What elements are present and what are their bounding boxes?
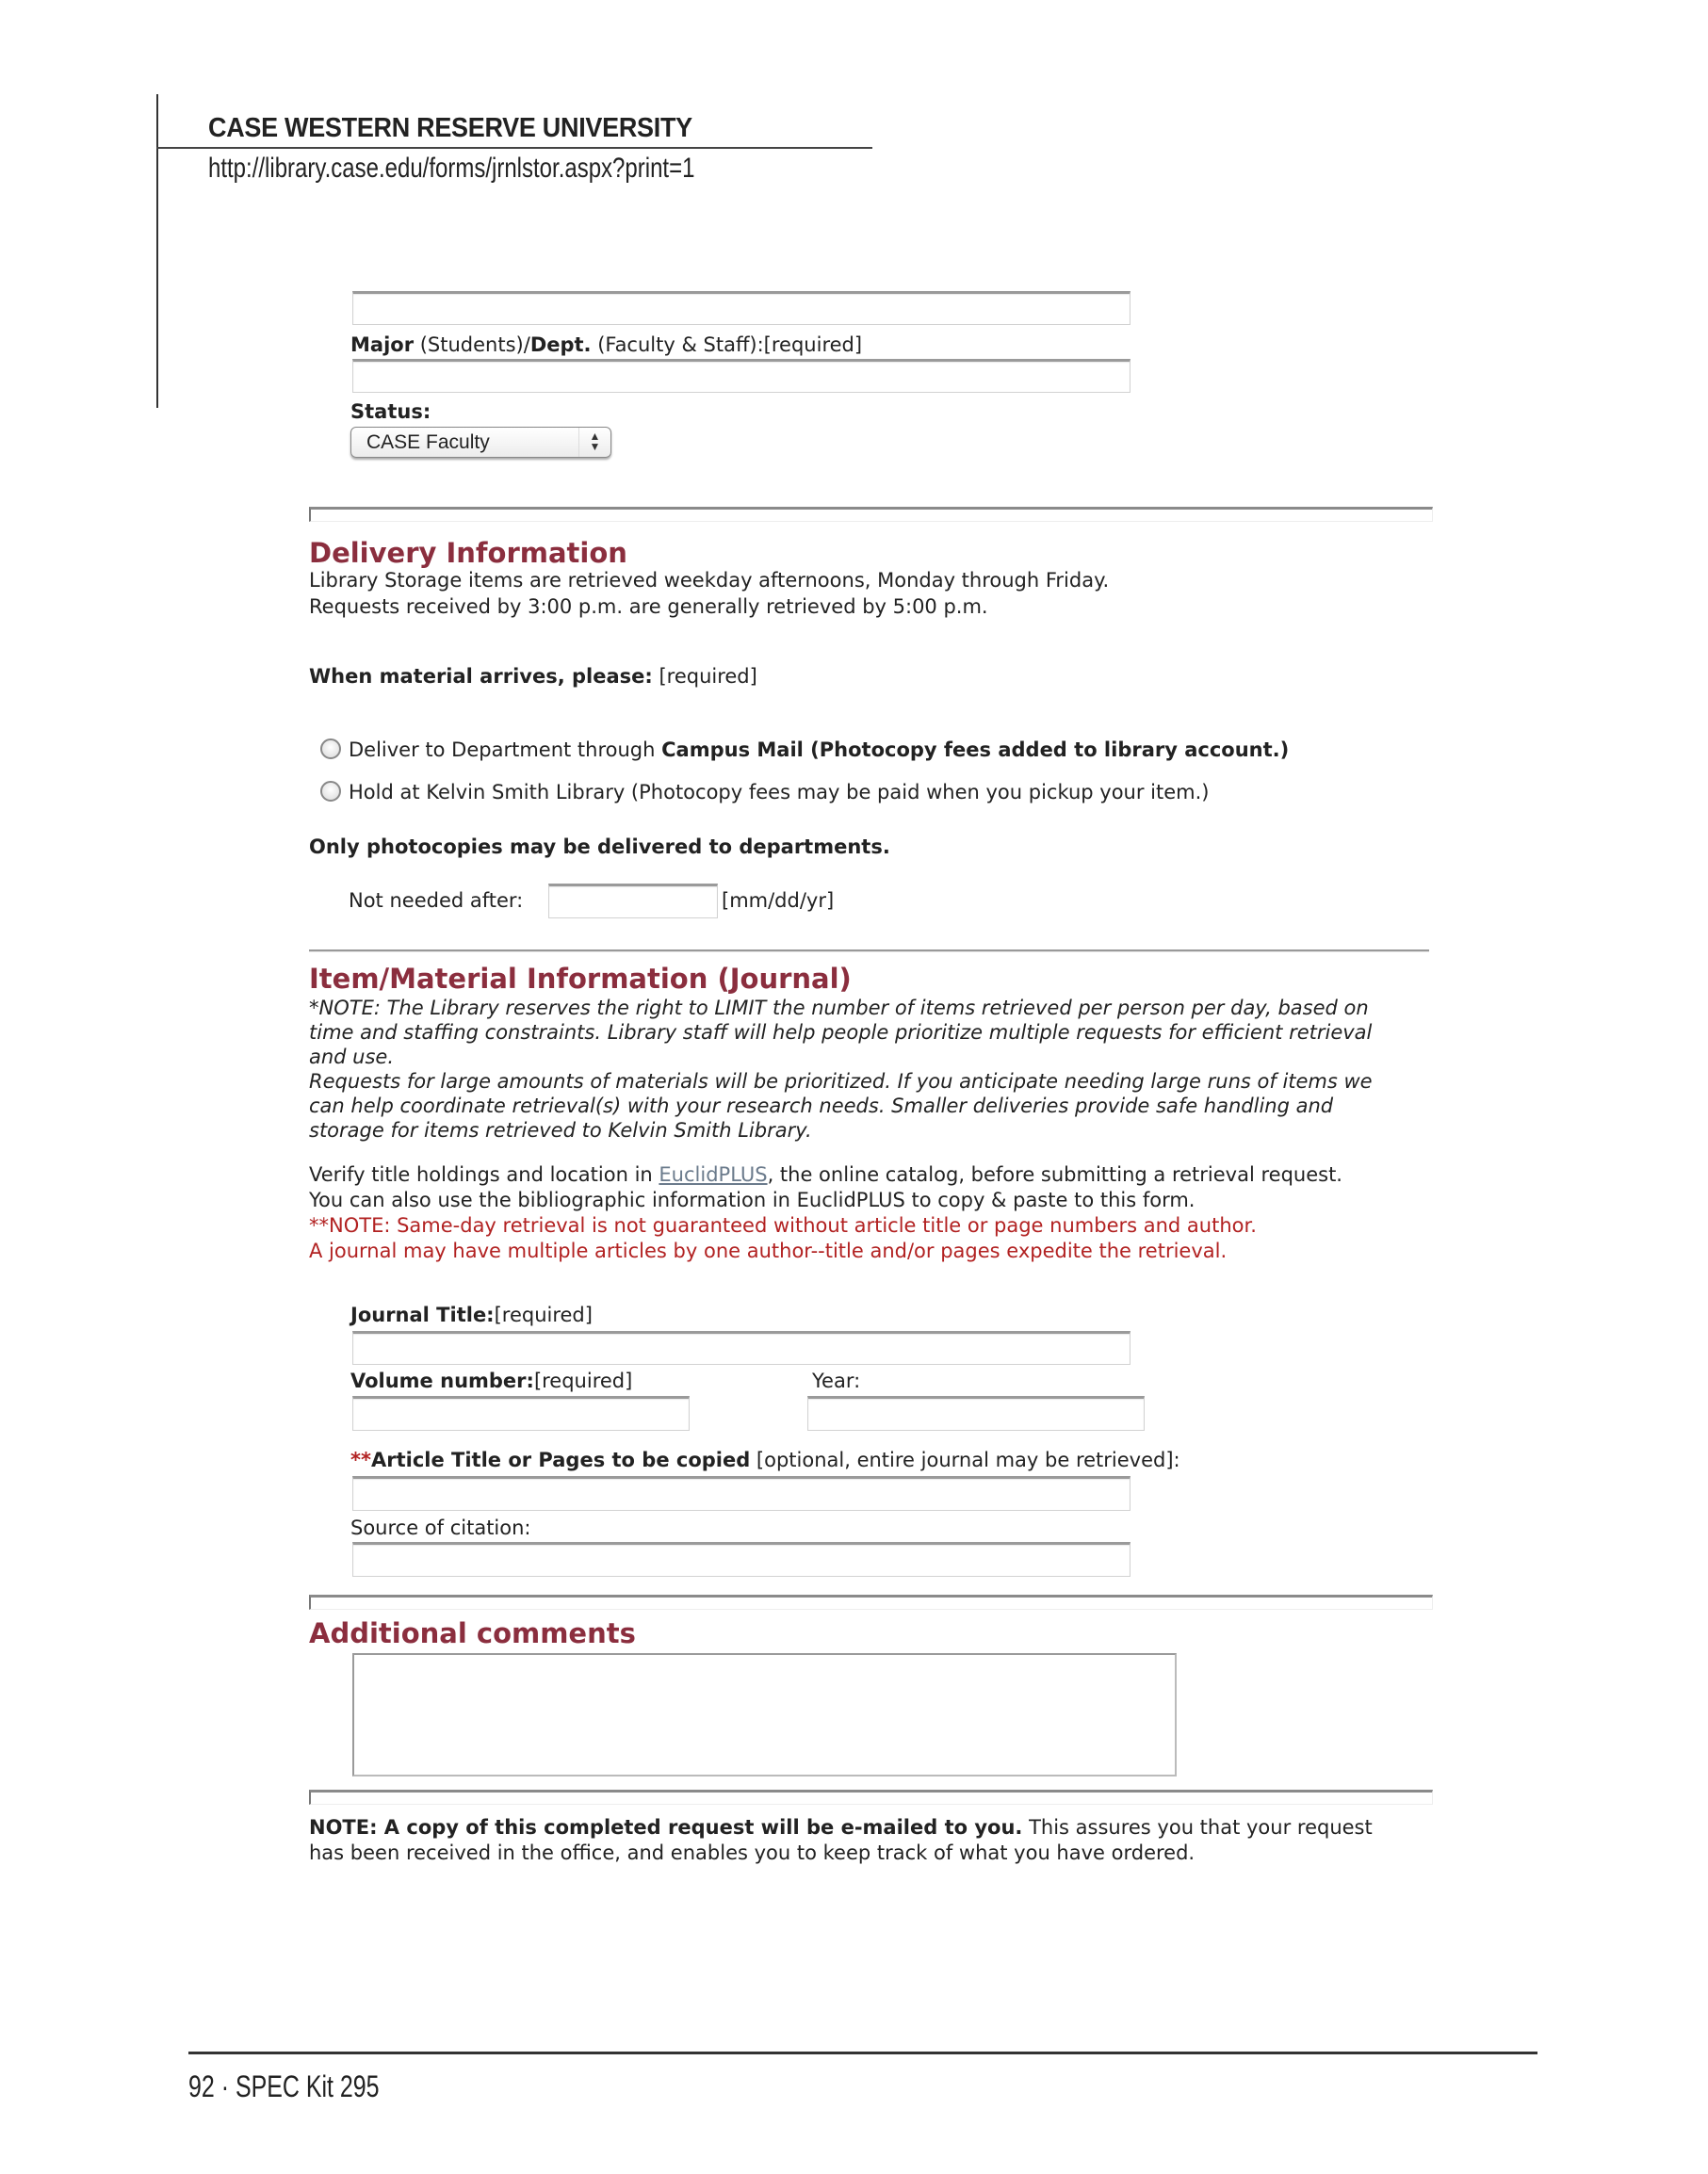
source-of-citation-label: Source of citation: <box>350 1517 531 1539</box>
section-divider <box>309 1595 1433 1610</box>
euclidplus-link[interactable]: EuclidPLUS <box>659 1163 768 1186</box>
item-note: *NOTE: The Library reserves the right to LIMIT the number of items retrieved per person per day, based on time and staffing constraints. Library staff will help people prioritize multiple requests for efficient retrieval and use. Requests for large amounts of materials will be prioritized. If you anticipate needing large runs of items we can help coordinate retrieval(s) with your research needs. Smaller deliveries provide safe handling and storage for items retrieved to Kelvin Smith Library. <box>309 997 1373 1142</box>
email-copy-note-line2: has been received in the office, and enables you to keep track of what you have ordered. <box>309 1841 1196 1864</box>
year-input[interactable] <box>807 1396 1145 1431</box>
section-divider <box>309 1790 1433 1805</box>
radio-campus-mail[interactable] <box>320 738 341 759</box>
verify-holdings-line: Verify title holdings and location in EuclidPLUS, the online catalog, before submitting a retrieval request. <box>309 1163 1342 1186</box>
journal-title-label: Journal Title:[required] <box>350 1304 593 1326</box>
year-label: Year: <box>812 1370 861 1392</box>
multiple-articles-note: A journal may have multiple articles by one author--title and/or pages expedite the retrieval. <box>309 1240 1228 1262</box>
institution-name: CASE WESTERN RESERVE UNIVERSITY <box>208 113 692 143</box>
radio-campus-mail-label: Deliver to Department through Campus Mail (Photocopy fees added to library account.) <box>349 738 1290 761</box>
source-of-citation-input[interactable] <box>352 1542 1131 1577</box>
delivery-heading: Delivery Information <box>309 537 627 569</box>
journal-title-input[interactable] <box>352 1331 1131 1365</box>
margin-rule <box>156 94 158 408</box>
status-selected-value: CASE Faculty <box>366 431 490 453</box>
item-heading: Item/Material Information (Journal) <box>309 963 852 995</box>
not-needed-after-label: Not needed after: <box>349 889 524 912</box>
comments-heading: Additional comments <box>309 1617 636 1649</box>
when-material-arrives-label: When material arrives, please: [required] <box>309 665 757 688</box>
delivery-info-line2: Requests received by 3:00 p.m. are generally retrieved by 5:00 p.m. <box>309 595 988 618</box>
select-updown-arrows-icon: ▲ ▼ <box>578 428 610 457</box>
page-number-footer: 92 · SPEC Kit 295 <box>188 2069 380 2103</box>
footer-rule <box>188 2052 1537 2054</box>
article-title-input[interactable] <box>352 1476 1131 1511</box>
major-dept-input[interactable] <box>352 359 1131 393</box>
delivery-info-line1: Library Storage items are retrieved weekday afternoons, Monday through Friday. <box>309 569 1110 592</box>
article-title-label: **Article Title or Pages to be copied [optional, entire journal may be retrieved]: <box>350 1449 1180 1471</box>
copy-paste-line: You can also use the bibliographic information in EuclidPLUS to copy & paste to this form. <box>309 1189 1196 1211</box>
major-dept-label: Major (Students)/Dept. (Faculty & Staff):[required] <box>350 333 863 356</box>
section-divider <box>309 507 1433 522</box>
section-divider <box>309 949 1429 952</box>
not-needed-after-input[interactable] <box>548 884 718 918</box>
email-copy-note: NOTE: A copy of this completed request will be e-mailed to you. This assures you that your request <box>309 1816 1373 1839</box>
comments-textarea[interactable] <box>352 1653 1177 1777</box>
page-url: http://library.case.edu/forms/jrnlstor.aspx?print=1 <box>208 153 695 184</box>
radio-hold-ksl-label: Hold at Kelvin Smith Library (Photocopy fees may be paid when you pickup your item.) <box>349 781 1210 803</box>
status-select[interactable] <box>350 427 611 458</box>
previous-text-input[interactable] <box>352 291 1131 325</box>
date-format-hint: [mm/dd/yr] <box>722 889 835 912</box>
same-day-note: **NOTE: Same-day retrieval is not guaranteed without article title or page numbers and author. <box>309 1214 1257 1237</box>
radio-hold-ksl[interactable] <box>320 781 341 802</box>
header-rule <box>156 147 872 149</box>
status-label: Status: <box>350 400 431 423</box>
only-photocopies-note: Only photocopies may be delivered to departments. <box>309 836 890 858</box>
volume-number-input[interactable] <box>352 1396 690 1431</box>
volume-number-label: Volume number:[required] <box>350 1370 633 1392</box>
